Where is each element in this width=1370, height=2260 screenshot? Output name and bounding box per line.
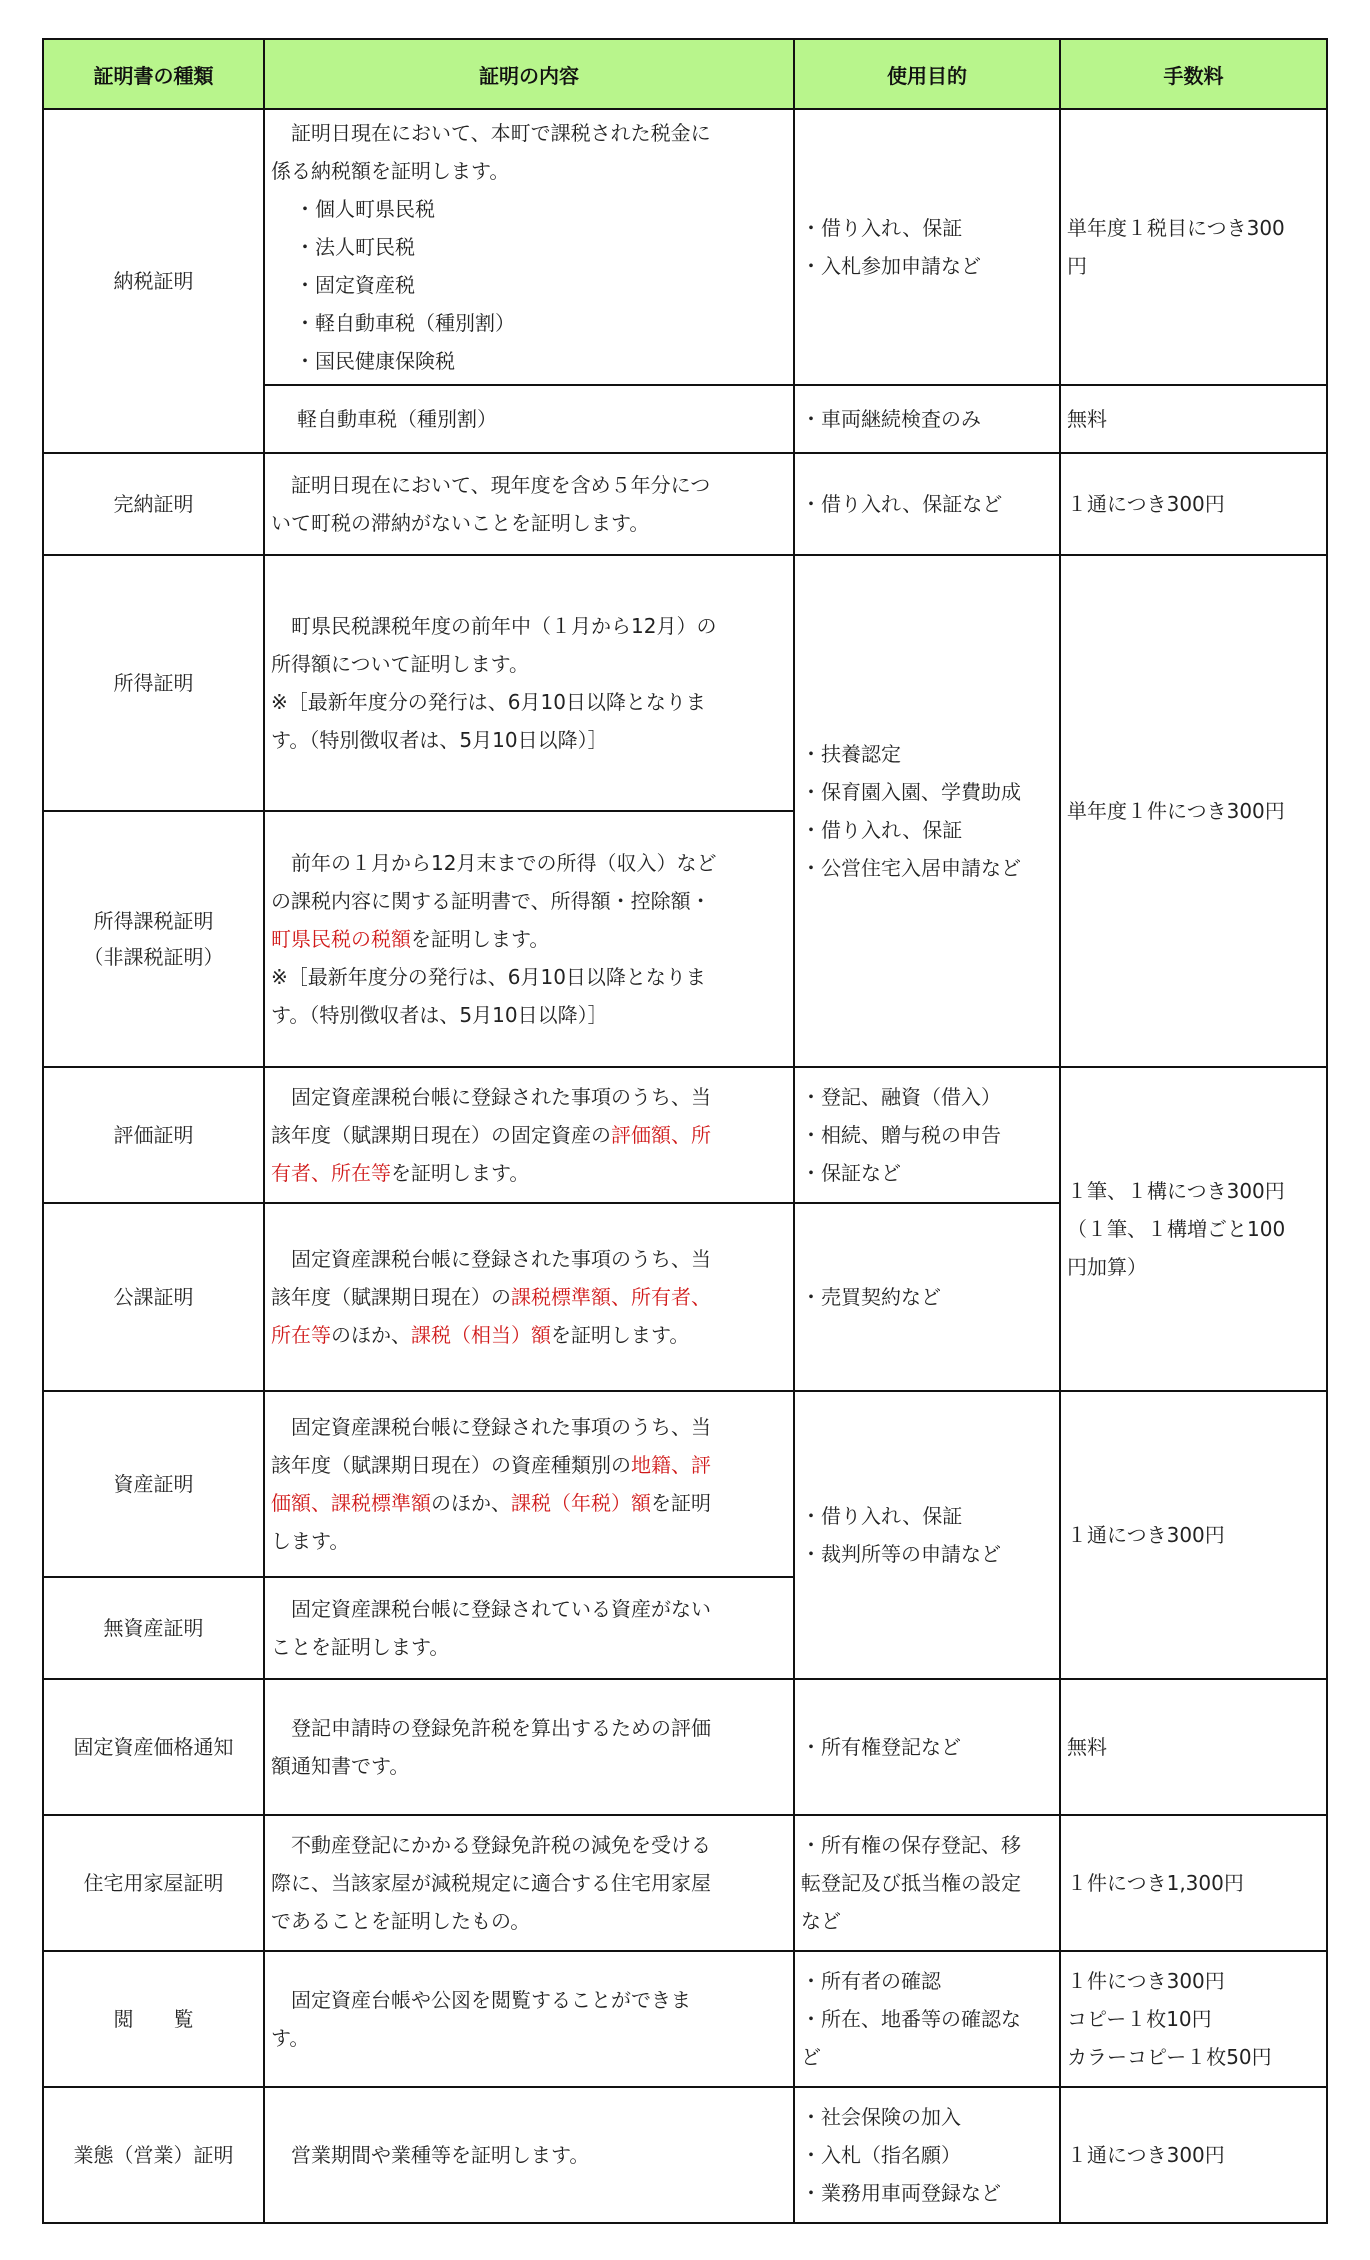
table-row (43, 109, 1327, 385)
table-row (43, 1391, 1327, 1577)
cert-content-gyotai: 営業期間や業種等を証明します。 (264, 2087, 794, 2223)
cert-content-nozei: 証明日現在において、本町で課税された税金に 係る納税額を証明します。 ・個人町県民税 ・法人町民税 ・固定資産税 ・軽自動車税（種別割） ・国民健康保険税 (264, 109, 794, 385)
list-item: ・国民健康保険税 (295, 349, 455, 373)
table-row (43, 453, 1327, 555)
cert-fee-kakaku: 無料 (1060, 1679, 1327, 1815)
cert-fee-nozei-kei: 無料 (1060, 385, 1327, 453)
cert-content-kakaku: 登記申請時の登録免許税を算出するための評価 額通知書です。 (264, 1679, 794, 1815)
cert-purpose-kanno: ・借り入れ、保証など (794, 453, 1060, 555)
cert-name-gyotai: 業態（営業）証明 (43, 2087, 264, 2223)
cert-purpose-koka: ・売買契約など (794, 1203, 1060, 1391)
table-row (43, 1815, 1327, 1951)
header-purpose: 使用目的 (794, 39, 1060, 109)
cert-name-koka: 公課証明 (43, 1203, 264, 1391)
cert-content-hyoka: 固定資産課税台帳に登録された事項のうち、当 該年度（賦課期日現在）の固定資産の評価額、所 有者、所在等を証明します。 (264, 1067, 794, 1203)
header-row (43, 39, 1327, 109)
cert-purpose-jutaku: ・所有権の保存登記、移 転登記及び抵当権の設定 など (794, 1815, 1060, 1951)
table-row (43, 1679, 1327, 1815)
highlight-text: 評価額、所 (611, 1123, 711, 1147)
list-item: ・個人町県民税 (295, 197, 435, 221)
highlight-text: 課税標準額、所有者、 (511, 1285, 711, 1309)
cert-name-jutaku: 住宅用家屋証明 (43, 1815, 264, 1951)
header-content: 証明の内容 (264, 39, 794, 109)
cert-name-shisan: 資産証明 (43, 1391, 264, 1577)
cert-name-etsuran: 閲 覧 (43, 1951, 264, 2087)
cert-name-kanno: 完納証明 (43, 453, 264, 555)
cert-purpose-gyotai: ・社会保険の加入 ・入札（指名願） ・業務用車両登録など (794, 2087, 1060, 2223)
cert-fee-nozei: 単年度１税目につき300 円 (1060, 109, 1327, 385)
list-item: ・法人町民税 (295, 235, 415, 259)
cert-content-etsuran: 固定資産台帳や公図を閲覧することができま す。 (264, 1951, 794, 2087)
list-item: ・軽自動車税（種別割） (295, 311, 515, 335)
list-item: ・固定資産税 (295, 273, 415, 297)
header-cert-type: 証明書の種類 (43, 39, 264, 109)
cert-content-shotoku-kazei: 前年の１月から12月末までの所得（収入）など の課税内容に関する証明書で、所得額・控除額・ 町県民税の税額を証明します。 ※［最新年度分の発行は、6月10日以降となりま す。（特別徴収者は、5月10日以降）］ (264, 811, 794, 1067)
highlight-text: 地籍、評 (631, 1453, 711, 1477)
cert-fee-shisan: １通につき300円 (1060, 1391, 1327, 1679)
highlight-text: 課税（相当）額 (411, 1323, 551, 1347)
cert-content-nozei-kei: 軽自動車税（種別割） (264, 385, 794, 453)
cert-fee-kanno: １通につき300円 (1060, 453, 1327, 555)
highlight-text: 所在等 (271, 1323, 331, 1347)
cert-content-mushisan: 固定資産課税台帳に登録されている資産がない ことを証明します。 (264, 1577, 794, 1679)
highlight-text: 課税（年税）額 (511, 1491, 651, 1515)
cert-name-shotoku-kazei: 所得課税証明 （非課税証明） (43, 811, 264, 1067)
cert-purpose-etsuran: ・所有者の確認 ・所在、地番等の確認な ど (794, 1951, 1060, 2087)
cert-name-kakaku: 固定資産価格通知 (43, 1679, 264, 1815)
cert-purpose-kakaku: ・所有権登記など (794, 1679, 1060, 1815)
cert-content-shisan: 固定資産課税台帳に登録された事項のうち、当 該年度（賦課期日現在）の資産種類別の地籍、評 価額、課税標準額のほか、課税（年税）額を証明 します。 (264, 1391, 794, 1577)
table-row (43, 1951, 1327, 2087)
cert-fee-etsuran: １件につき300円 コピー１枚10円 カラーコピー１枚50円 (1060, 1951, 1327, 2087)
highlight-text: 価額、課税標準額 (271, 1491, 431, 1515)
cert-name-mushisan: 無資産証明 (43, 1577, 264, 1679)
cert-fee-hyoka-koka: １筆、１構につき300円 （１筆、１構増ごと100 円加算） (1060, 1067, 1327, 1391)
table-row (43, 2087, 1327, 2223)
cert-purpose-hyoka: ・登記、融資（借入） ・相続、贈与税の申告 ・保証など (794, 1067, 1060, 1203)
cert-content-jutaku: 不動産登記にかかる登録免許税の減免を受ける 際に、当該家屋が減税規定に適合する住宅用家屋 であることを証明したもの。 (264, 1815, 794, 1951)
header-fee: 手数料 (1060, 39, 1327, 109)
cert-content-shotoku: 町県民税課税年度の前年中（１月から12月）の 所得額について証明します。 ※［最新年度分の発行は、6月10日以降となりま す。（特別徴収者は、5月10日以降）］ (264, 555, 794, 811)
cert-content-koka: 固定資産課税台帳に登録された事項のうち、当 該年度（賦課期日現在）の課税標準額、所有者、 所在等のほか、課税（相当）額を証明します。 (264, 1203, 794, 1391)
certificate-table (42, 38, 1328, 2224)
cert-purpose-shotoku: ・扶養認定 ・保育園入園、学費助成 ・借り入れ、保証 ・公営住宅入居申請など (794, 555, 1060, 1067)
highlight-text: 町県民税の税額 (271, 927, 411, 951)
table-row (43, 1067, 1327, 1203)
cert-name-hyoka: 評価証明 (43, 1067, 264, 1203)
cert-name-nozei: 納税証明 (43, 109, 264, 453)
table-row (43, 555, 1327, 811)
highlight-text: 有者、所在等 (271, 1161, 391, 1185)
cert-fee-shotoku: 単年度１件につき300円 (1060, 555, 1327, 1067)
cert-content-kanno: 証明日現在において、現年度を含め５年分につ いて町税の滞納がないことを証明します。 (264, 453, 794, 555)
cert-fee-jutaku: １件につき1,300円 (1060, 1815, 1327, 1951)
cert-purpose-nozei-kei: ・車両継続検査のみ (794, 385, 1060, 453)
cert-purpose-shisan: ・借り入れ、保証 ・裁判所等の申請など (794, 1391, 1060, 1679)
cert-name-shotoku: 所得証明 (43, 555, 264, 811)
cert-purpose-nozei: ・借り入れ、保証 ・入札参加申請など (794, 109, 1060, 385)
cert-fee-gyotai: １通につき300円 (1060, 2087, 1327, 2223)
